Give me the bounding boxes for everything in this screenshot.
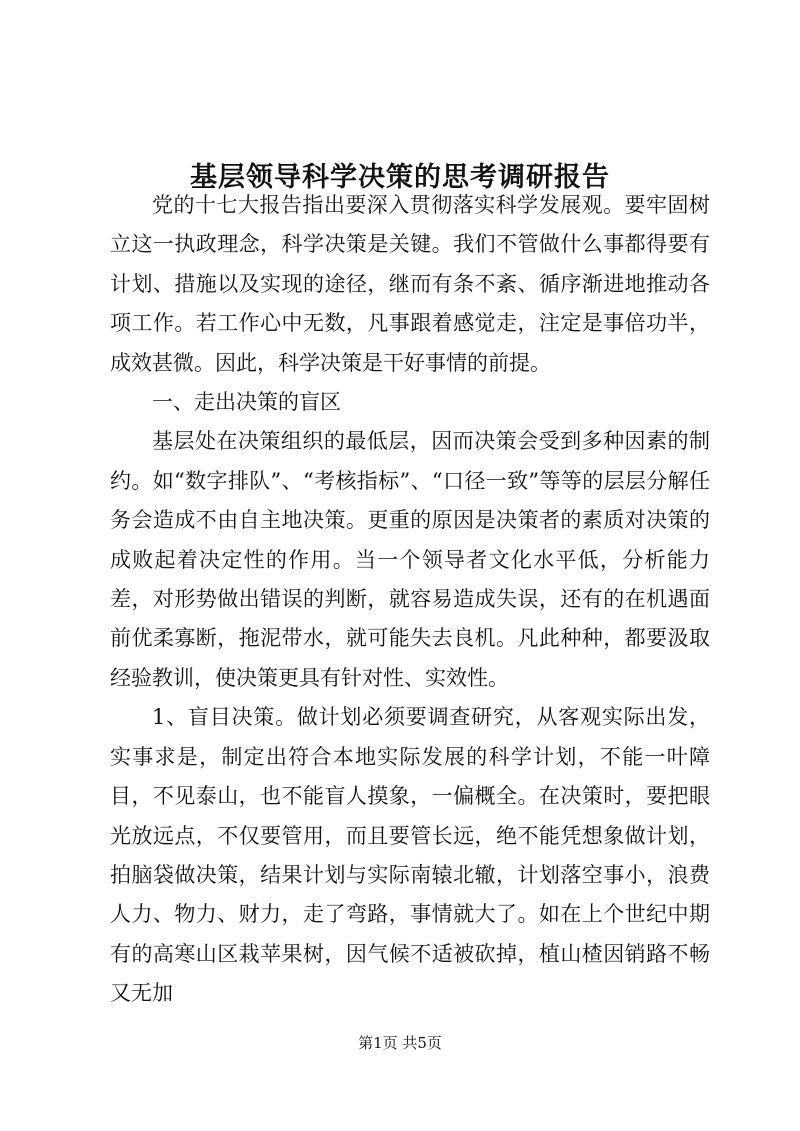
paragraph-blind-decision: 1、盲目决策。做计划必须要调查研究，从客观实际出发，实事求是，制定出符合本地实际发展的科学计划，不能一叶障目，不见泰山，也不能盲人摸象，一偏概全。在决策时，要把眼光放远点，不仅要管用，而且要管长远，绝不能凭想象做计划，拍脑袋做决策，结果计划与实际南辕北辙，计划落空事小，浪费人力、物力、财力，走了弯路，事情就大了。如在上个世纪中期有的高寒山区栽苹果树，因气候不适被砍掉，植山楂因销路不畅又无加 (110, 705, 710, 1006)
paragraph-section-one: 基层处在决策组织的最低层，因而决策会受到多种因素的制约。如“数字排队”、“考核指标”、“口径一致”等等的层层分解任务会造成不由自主地决策。更重的原因是决策者的素质对决策的成败起着决定性的作用。当一个领导者文化水平低，分析能力差，对形势做出错误的判断，就容易造成失误，还有的在机遇面前优柔寡断，拖泥带水，就可能失去良机。凡此种种，都要汲取经验教训，使决策更具有针对性、实效性。 (110, 429, 710, 690)
document-title: 基层领导科学决策的思考调研报告 (190, 162, 610, 194)
document-body (110, 186, 710, 1014)
paragraph-intro: 党的十七大报告指出要深入贯彻落实科学发展观。要牢固树立这一执政理念，科学决策是关键。我们不管做什么事都得要有计划、措施以及实现的途径，继而有条不紊、循序渐进地推动各项工作。若工作心中无数，凡事跟着感觉走，注定是事倍功半，成效甚微。因此，科学决策是干好事情的前提。 (110, 193, 710, 375)
section-heading: 一、走出决策的盲区 (152, 390, 341, 415)
page-footer: 第1页 共5页 (358, 1034, 442, 1052)
